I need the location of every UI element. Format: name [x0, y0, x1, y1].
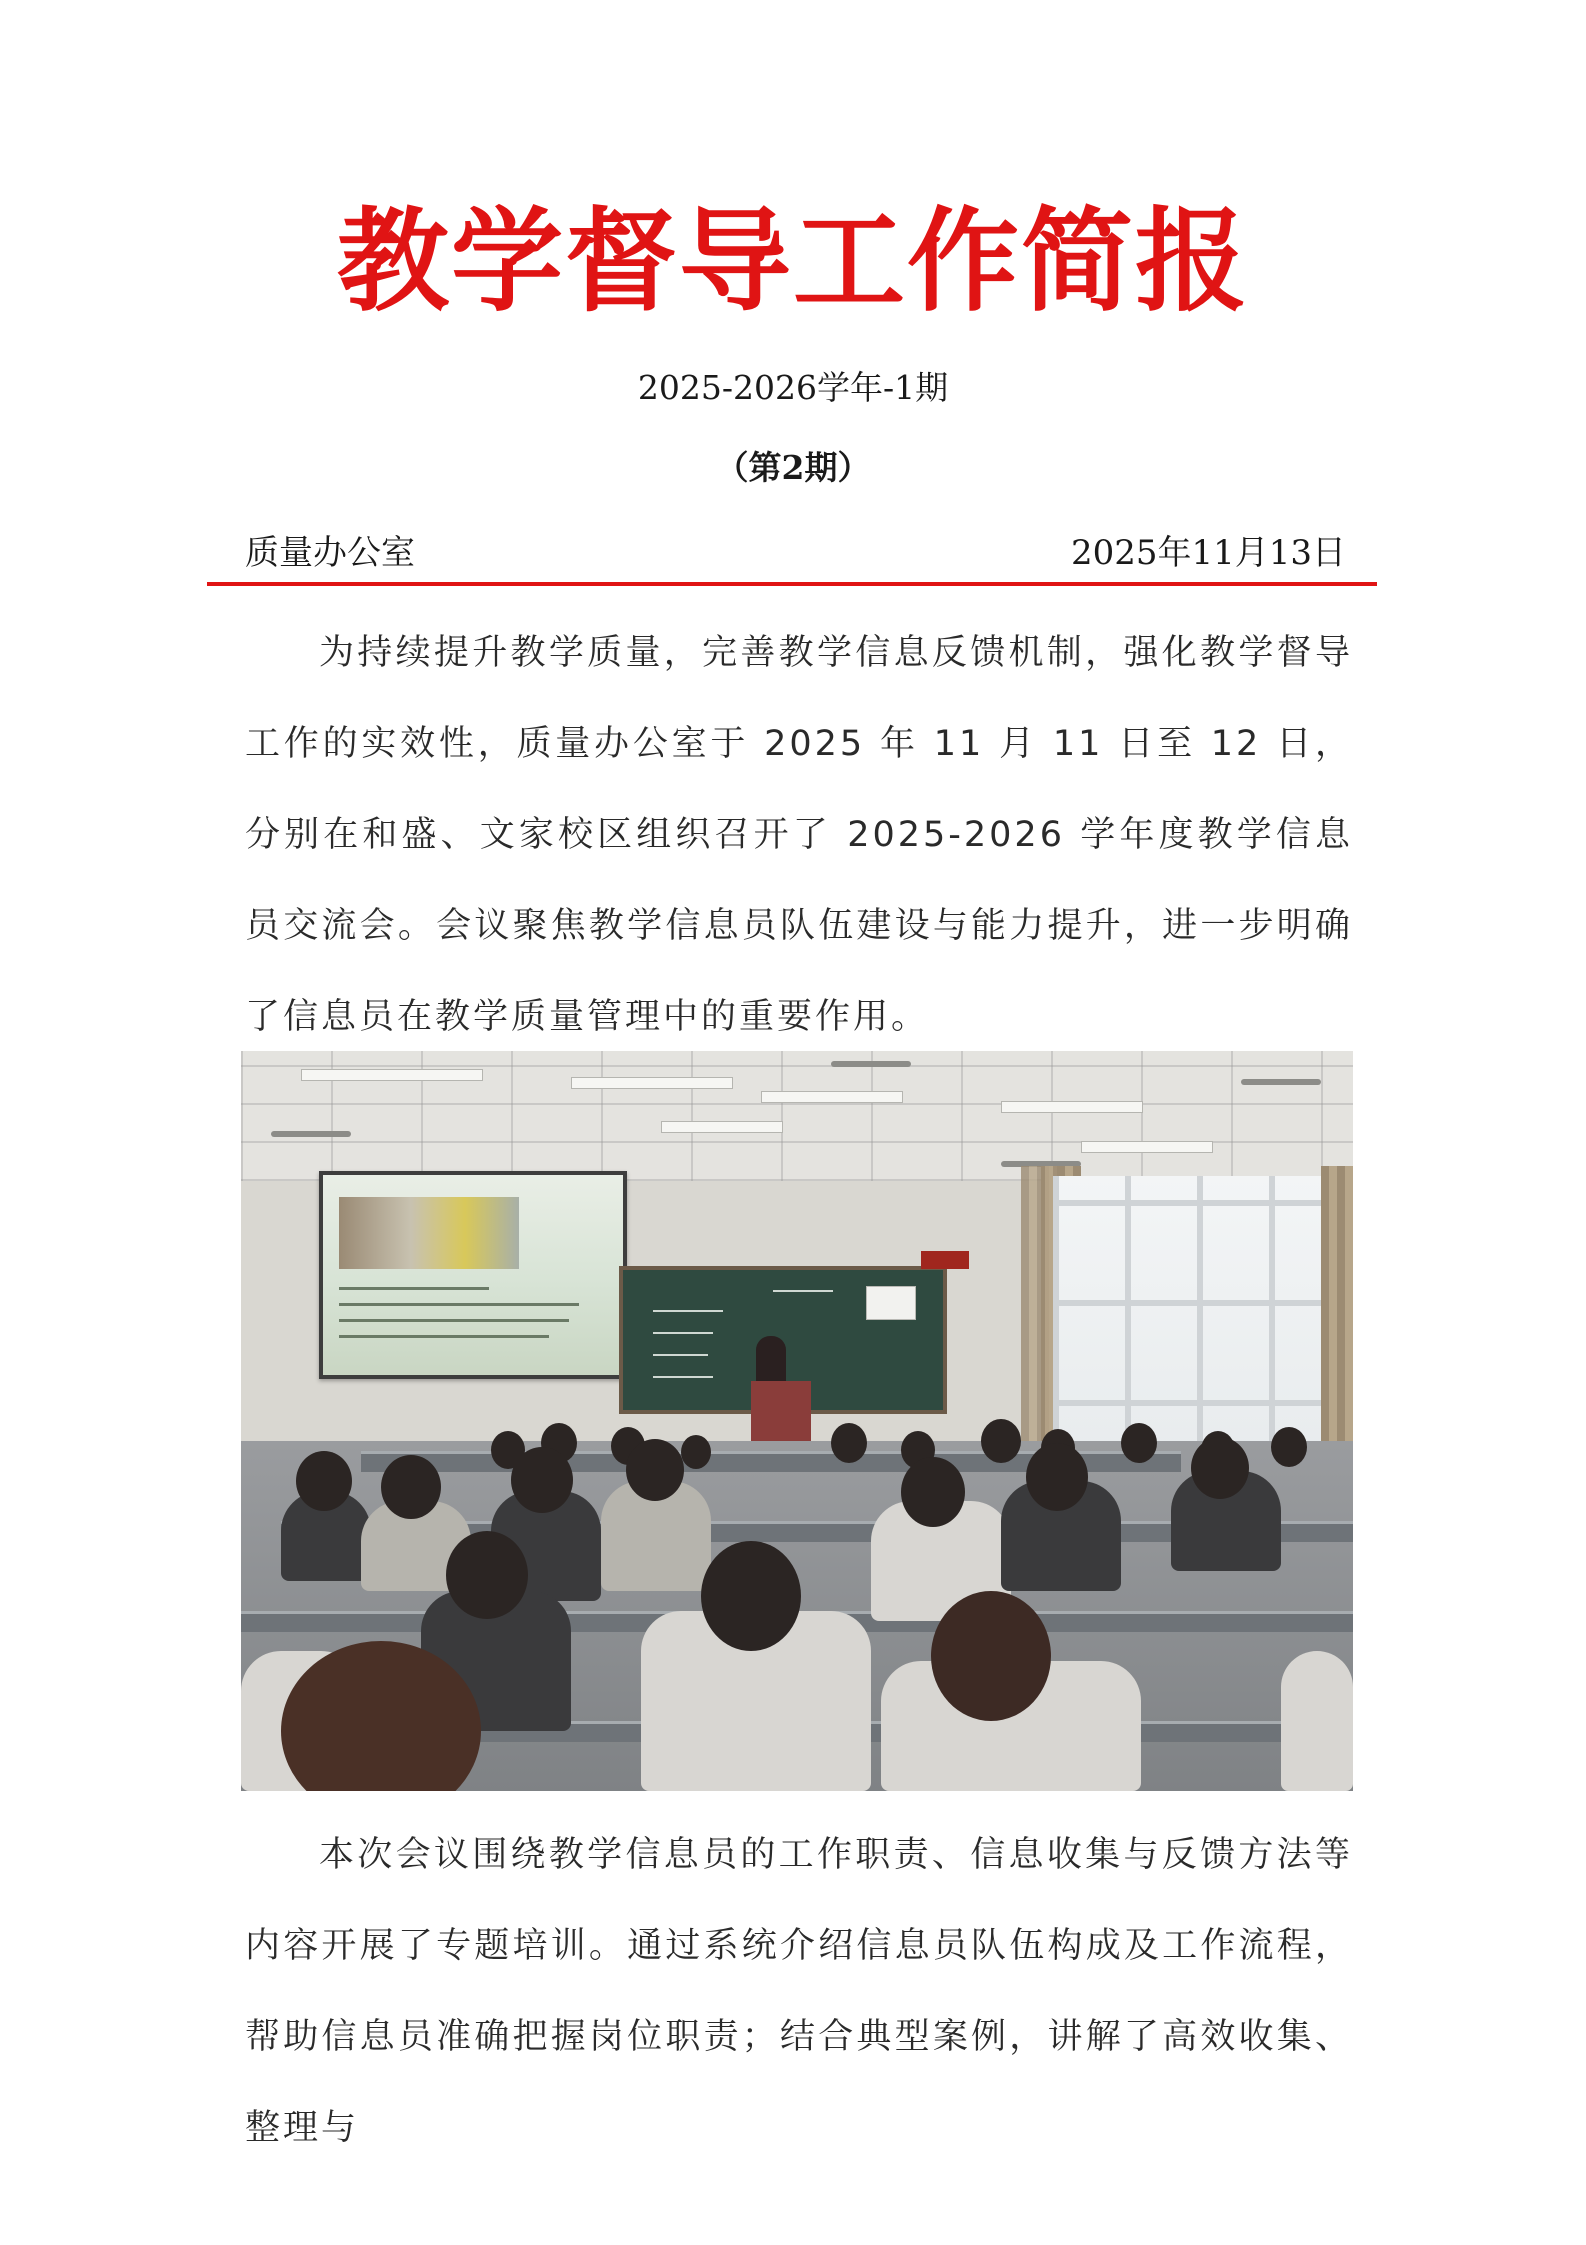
- issue-date: 2025年11月13日: [1070, 533, 1346, 573]
- projection-screen: [319, 1171, 627, 1379]
- header-divider: [207, 582, 1377, 586]
- photo-ceiling: [241, 1051, 1353, 1181]
- meeting-photo: [241, 1051, 1353, 1791]
- paragraph-intro: 为持续提升教学质量，完善教学信息反馈机制，强化教学督导工作的实效性，质量办公室于 2025 年 11 月 11 日至 12 日，分别在和盛、文家校区组织召开了 2025-2026 学年度教学信息员交流会。会议聚焦教学信息员队伍建设与能力提升，进一步明确了信息员在教学质量管理中的重要作用。: [245, 633, 1353, 1037]
- wall-unit: [866, 1286, 916, 1320]
- paragraph-training: 本次会议围绕教学信息员的工作职责、信息收集与反馈方法等内容开展了专题培训。通过系统介绍信息员队伍构成及工作流程，帮助信息员准确把握岗位职责；结合典型案例，讲解了高效收集、整理与: [245, 1835, 1353, 2148]
- issue-number: （第2期）: [715, 448, 871, 487]
- podium: [751, 1381, 811, 1441]
- issue-year: 2025-2026学年-1期: [637, 368, 949, 407]
- bulletin-title: 教学督导工作简报: [337, 196, 1249, 327]
- led-clock: [921, 1251, 969, 1269]
- issuing-office: 质量办公室: [245, 533, 415, 573]
